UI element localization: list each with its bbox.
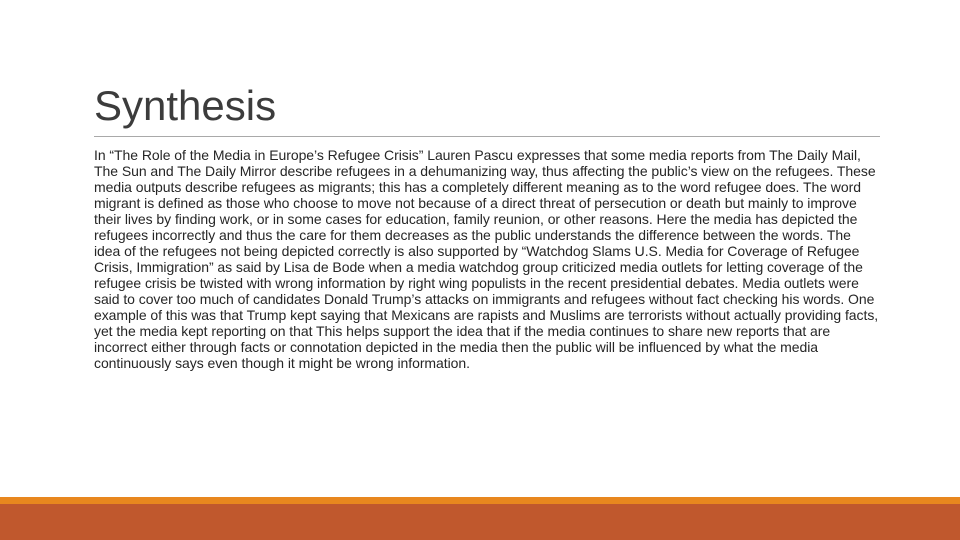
slide-title: Synthesis [94, 82, 277, 129]
footer-band [0, 504, 960, 540]
title-divider [94, 136, 880, 137]
footer-accent-stripe [0, 497, 960, 504]
body-paragraph: In “The Role of the Media in Europe’s Refugee Crisis” Lauren Pascu expresses that some media reports from The Daily Mail, The Sun and The Daily Mirror describe refugees in a dehumanizing way, thus affecting the public’s view on the refugees. These media outputs describe refugees as migrants; this has a completely different meaning as to the word refugee does. The word migrant is defined as those who choose to move not because of a direct threat of persecution or death but mainly to improve their lives by finding work, or in some cases for education, family reunion, or other reasons. Here the media has depicted the refugees incorrectly and thus the care for them decreases as the public understands the difference between the words. The idea of the refugees not being depicted correctly is also supported by “Watchdog Slams U.S. Media for Coverage of Refugee Crisis, Immigration” as said by Lisa de Bode when a media watchdog group criticized media outlets for letting coverage of the refugee crisis be twisted with wrong information by right wing populists in the recent presidential debates. Media outlets were said to cover too much of candidates Donald Trump’s attacks on immigrants and refugees without fact checking his words. One example of this was that Trump kept saying that Mexicans are rapists and Muslims are terrorists without actually providing facts, yet the media kept reporting on that This helps support the idea that if the media continues to share new reports that are incorrect either through facts or connotation depicted in the media then the public will be influenced by what the media continuously says even though it might be wrong information. [94, 147, 879, 371]
